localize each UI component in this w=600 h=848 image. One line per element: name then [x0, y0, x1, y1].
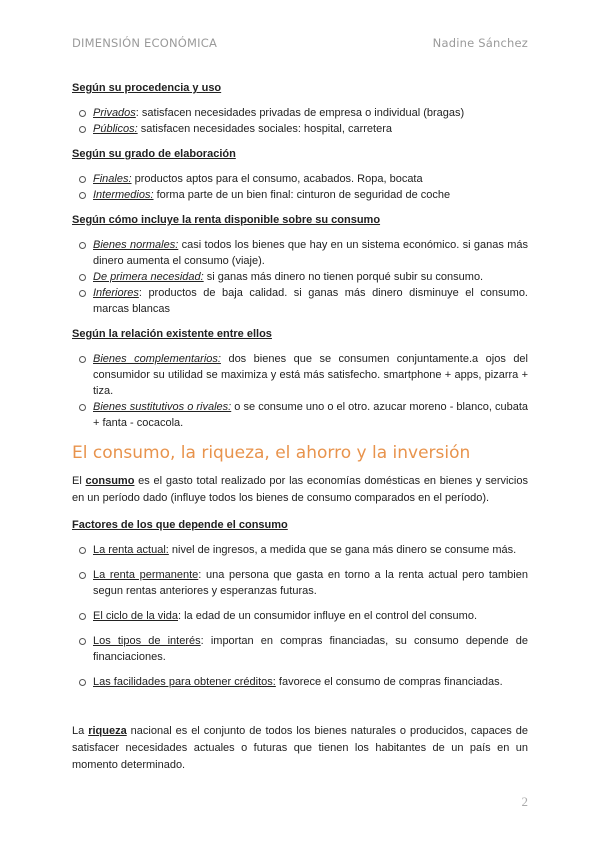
- item-text: productos aptos para el consumo, acabados. Ropa, bocata: [131, 173, 423, 185]
- factors-list: [72, 542, 528, 690]
- keyword-riqueza: riqueza: [88, 725, 127, 737]
- list-item: [72, 399, 528, 431]
- list-item: [72, 237, 528, 269]
- section-list: [72, 105, 528, 137]
- section-heading: Según su procedencia y uso: [72, 82, 222, 94]
- keyword-consumo: consumo: [85, 475, 135, 487]
- factor-term: La renta permanente: [93, 569, 199, 581]
- factor-text: : la edad de un consumidor influye en el control del consumo.: [178, 610, 478, 622]
- list-item: [72, 121, 528, 137]
- factor-item: [72, 567, 528, 599]
- page-header: [72, 36, 528, 50]
- item-text: o se consume uno o el otro. azucar moreno - blanco, cubata + fanta - cocacola.: [93, 401, 529, 429]
- item-text: : productos de baja calidad. si ganas más dinero disminuye el consumo. marcas blancas: [93, 287, 528, 315]
- item-text: si ganas más dinero no tienen porqué subir su consumo.: [203, 271, 484, 283]
- item-term: Bienes sustitutivos o rivales:: [93, 401, 232, 413]
- intro-post: es el gasto total realizado por las economías domésticas en bienes y servicios en un período dado (influye todos los bienes de consumo comparados en el período).: [72, 475, 528, 504]
- list-item: [72, 187, 528, 203]
- consumo-intro: [72, 473, 528, 507]
- factor-item: [72, 542, 528, 558]
- factor-term: Los tipos de interés: [93, 635, 201, 647]
- section-list: [72, 351, 528, 431]
- item-term: Públicos:: [93, 123, 138, 135]
- factor-term: La renta actual:: [93, 544, 169, 556]
- list-item: [72, 351, 528, 399]
- factor-term: Las facilidades para obtener créditos:: [93, 676, 276, 688]
- list-item: [72, 285, 528, 317]
- factor-text: : importan en compras financiadas, su consumo depende de financiaciones.: [93, 635, 529, 663]
- page-number: 2: [521, 794, 528, 809]
- item-text: dos bienes que se consumen conjuntamente.a ojos del consumidor su utilidad se maximiza y está más satisfecho. smartphone + apps, pizarra + tiza.: [93, 353, 528, 397]
- page-content: [72, 80, 528, 774]
- section-heading: Según la relación existente entre ellos: [72, 328, 272, 340]
- list-item: [72, 269, 528, 285]
- section-title: El consumo, la riqueza, el ahorro y la inversión: [72, 443, 471, 463]
- list-item: [72, 105, 528, 121]
- factor-item: [72, 633, 528, 665]
- section-heading: Según su grado de elaboración: [72, 148, 236, 160]
- riqueza-post: nacional es el conjunto de todos los bienes naturales o producidos, capaces de satisfacer necesidades actuales o futuras que tienen los habitantes de un país en un momento determinado.: [72, 725, 528, 771]
- factor-text: favorece el consumo de compras financiadas.: [275, 676, 503, 688]
- riqueza-paragraph: [72, 723, 528, 774]
- header-title: DIMENSIÓN ECONÓMICA: [72, 36, 218, 50]
- item-text: : satisfacen necesidades privadas de empresa o individual (bragas): [135, 107, 465, 119]
- item-text: satisfacen necesidades sociales: hospital, carretera: [137, 123, 392, 135]
- factor-term: El ciclo de la vida: [93, 610, 178, 622]
- item-term: Intermedios:: [93, 189, 154, 201]
- factor-text: : una persona que gasta en torno a la renta actual pero tambien segun rentas anteriores y esperanzas futuras.: [93, 569, 528, 597]
- item-term: Finales:: [93, 173, 132, 185]
- item-term: De primera necesidad:: [93, 271, 204, 283]
- item-text: casi todos los bienes que hay en un sistema económico. si ganas más dinero aumenta el consumo (viaje).: [93, 239, 528, 267]
- item-term: Privados: [93, 107, 136, 119]
- section-list: [72, 237, 528, 317]
- factor-item: [72, 608, 528, 624]
- item-term: Bienes complementarios:: [93, 353, 221, 365]
- header-author: Nadine Sánchez: [432, 36, 528, 50]
- section-list: [72, 171, 528, 203]
- section-heading: Según cómo incluye la renta disponible sobre su consumo: [72, 214, 381, 226]
- factor-text: nivel de ingresos, a medida que se gana más dinero se consume más.: [168, 544, 517, 556]
- item-term: Inferiores: [93, 287, 139, 299]
- item-term: Bienes normales:: [93, 239, 179, 251]
- list-item: [72, 171, 528, 187]
- item-text: forma parte de un bien final: cinturon de seguridad de coche: [153, 189, 451, 201]
- riqueza-pre: La: [72, 725, 89, 737]
- factor-item: [72, 674, 528, 690]
- intro-pre: El: [72, 475, 86, 487]
- factors-heading: Factores de los que depende el consumo: [72, 519, 288, 531]
